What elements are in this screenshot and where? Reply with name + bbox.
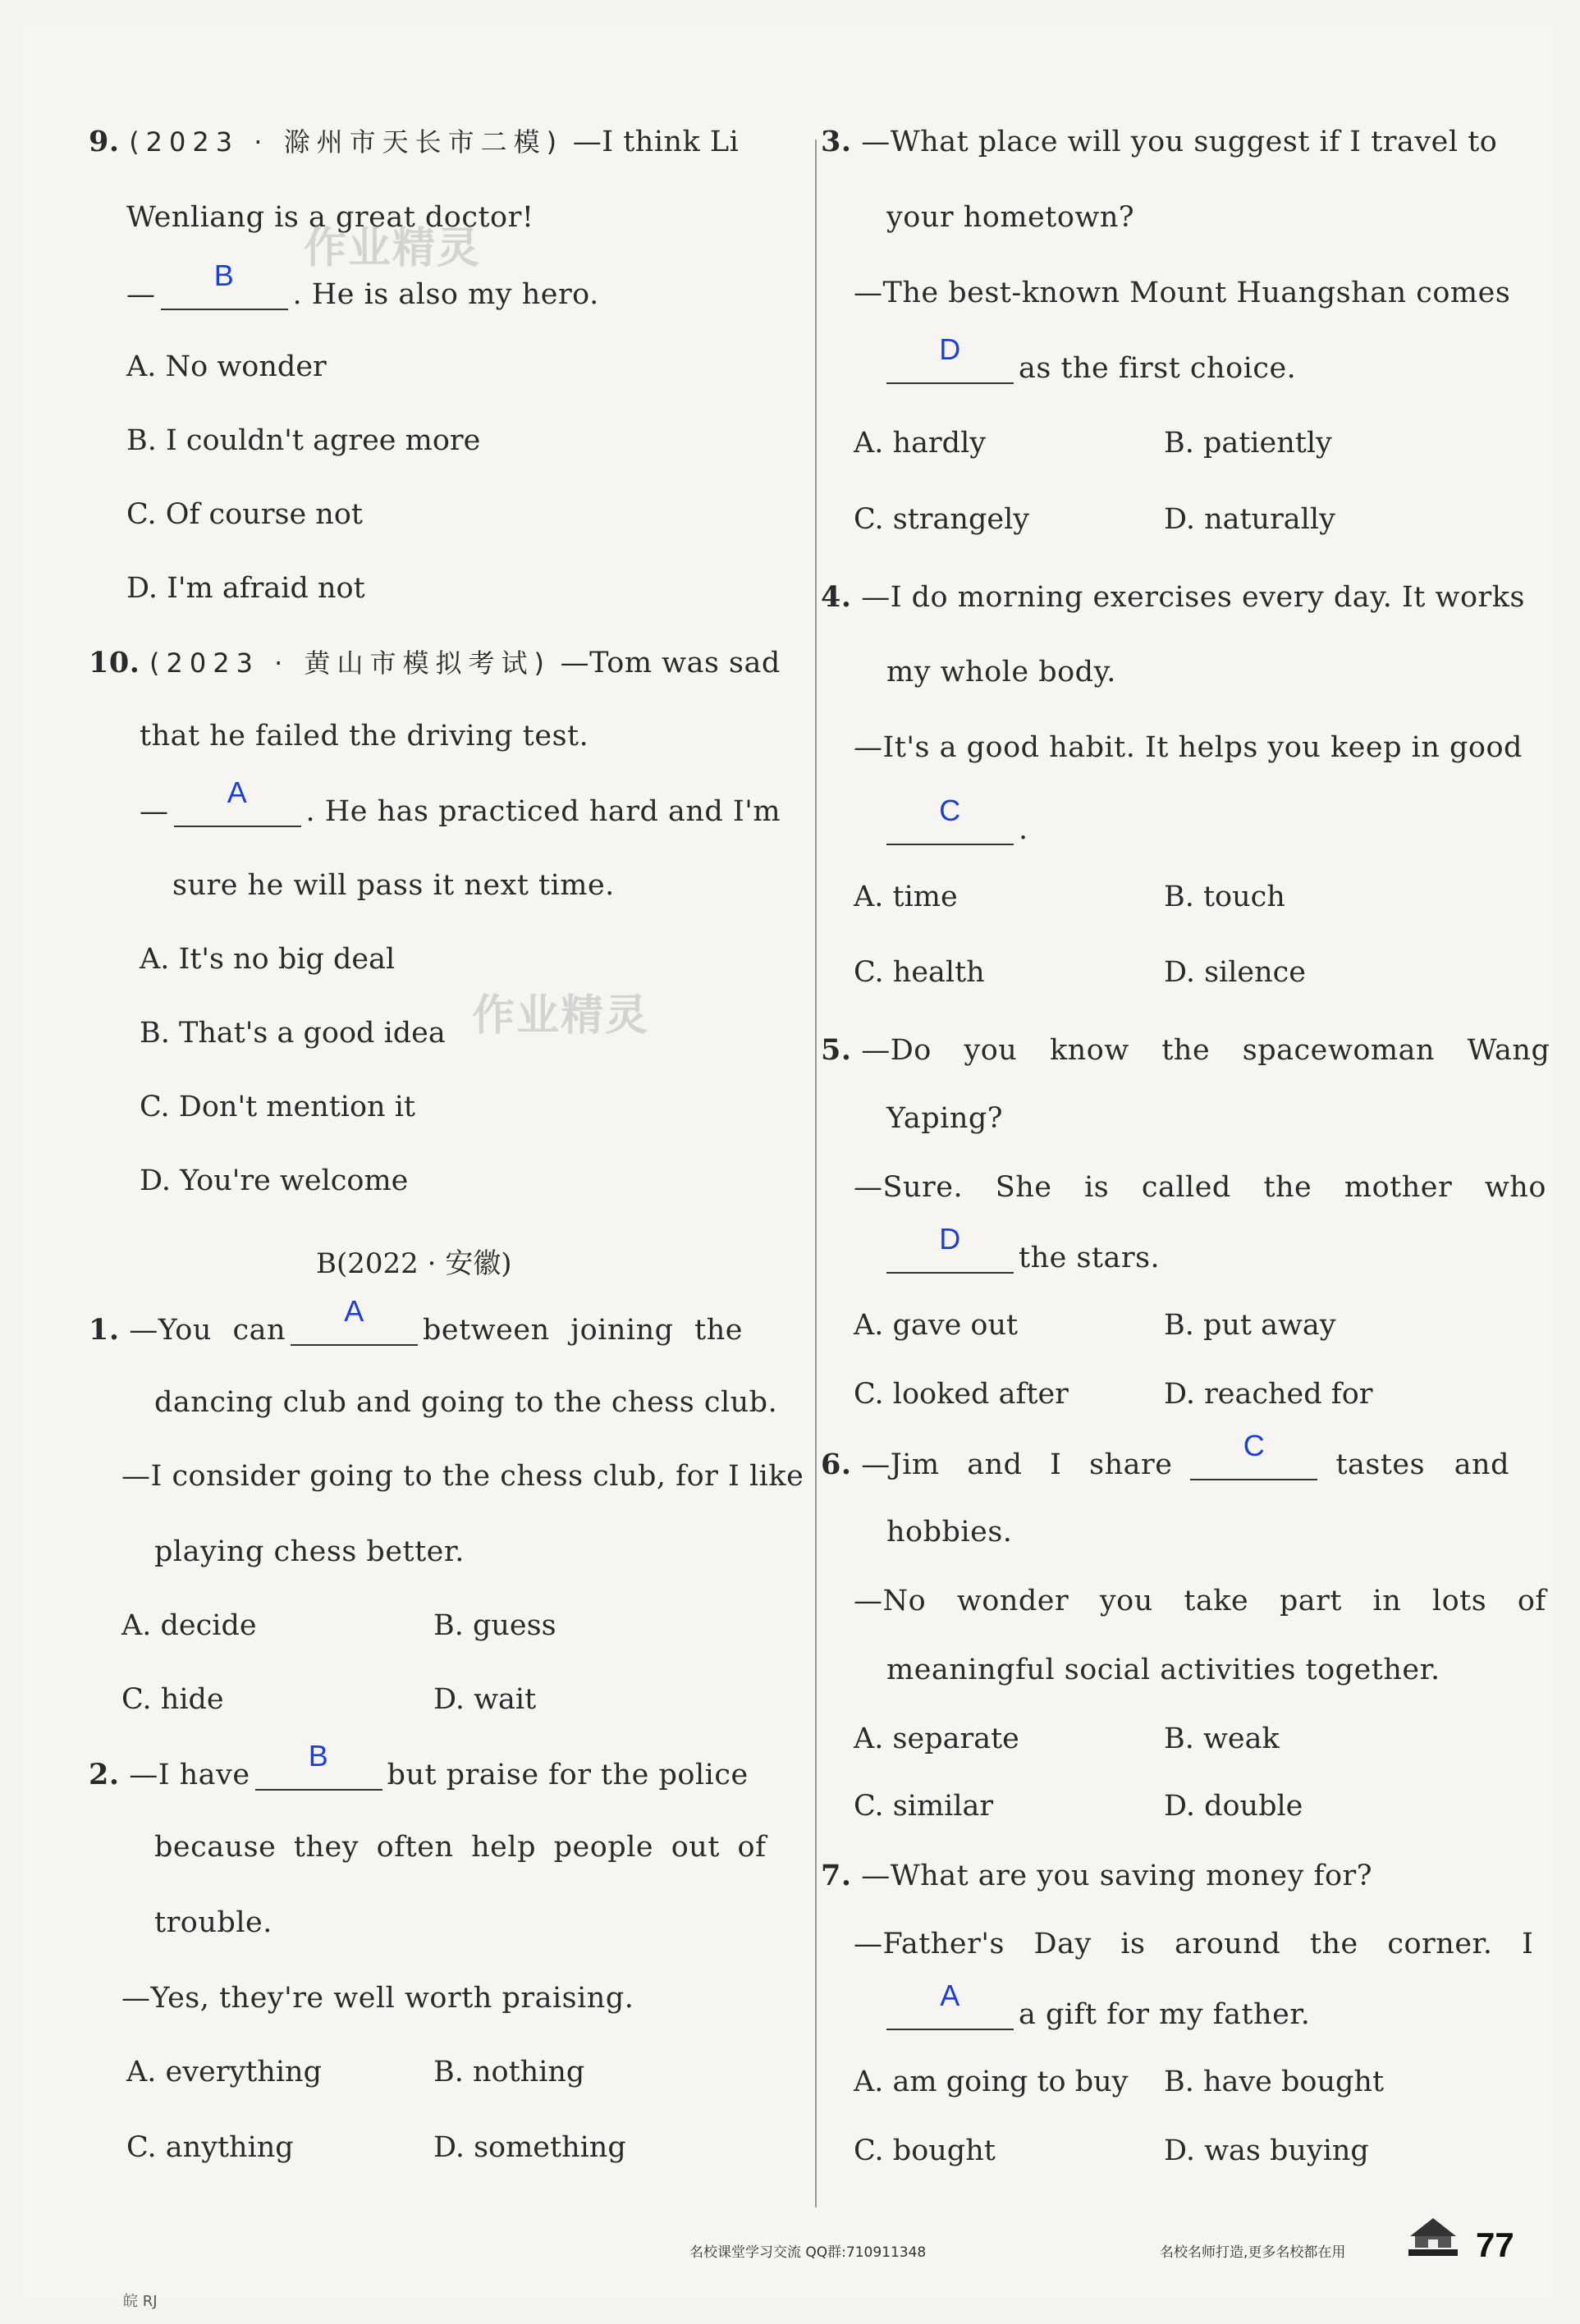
q3-line4: [882, 332, 1297, 385]
q1-number: 1.: [89, 1313, 120, 1347]
q5-line4-text: the stars.: [1019, 1242, 1161, 1274]
q4-option-d: D. silence: [1164, 956, 1306, 989]
q1-stem-end: between joining the: [423, 1314, 743, 1347]
answer-blank: [161, 258, 288, 310]
footer-slogan: 名校名师打造,更多名校都在用: [1160, 2244, 1346, 2261]
worksheet-page: [25, 25, 1555, 2310]
page-number: 77: [1476, 2226, 1514, 2264]
q7-line3: [882, 1979, 1311, 2031]
handwritten-answer: B: [213, 258, 235, 292]
q7-option-a: A. am going to buy: [854, 2066, 1129, 2098]
column-divider: [815, 140, 817, 2207]
q5-stem: —Do you know the spacewoman Wang: [861, 1034, 1550, 1067]
q5-line3: —Sure. She is called the mother who: [854, 1171, 1546, 1204]
q2-line2: because they often help people out of: [154, 1831, 767, 1864]
handwritten-answer: D: [939, 1222, 961, 1256]
q10-response-text: . He has practiced hard and I'm: [305, 795, 781, 828]
q10-stem: —Tom was sad: [560, 647, 781, 679]
q7-line3-text: a gift for my father.: [1019, 1998, 1311, 2031]
answer-blank: [291, 1294, 418, 1346]
handwritten-answer: A: [227, 775, 248, 809]
q5-option-a: A. gave out: [854, 1309, 1019, 1342]
q7-option-c: C. bought: [854, 2134, 996, 2167]
q10-response-cont: sure he will pass it next time.: [172, 869, 615, 902]
q4-line4: [882, 794, 1028, 846]
q10-source: (2023 · 黄山市模拟考试): [149, 647, 551, 679]
handwritten-answer: A: [344, 1294, 364, 1328]
q10-response: [140, 775, 781, 828]
q4-stem: —I do morning exercises every day. It works: [861, 581, 1525, 614]
q3-option-a: A. hardly: [854, 427, 987, 460]
answer-blank: [886, 1222, 1014, 1274]
q2-stem-end: but praise for the police: [387, 1759, 749, 1791]
q9-number: 9.: [89, 125, 120, 158]
q9-line1: [89, 127, 739, 157]
q1-option-b: B. guess: [433, 1609, 556, 1642]
q6-line4: meaningful social activities together.: [886, 1654, 1440, 1686]
q7-number: 7.: [821, 1859, 852, 1892]
footer-qq-group: 名校课堂学习交流 QQ群:710911348: [689, 2244, 927, 2261]
q2-number: 2.: [89, 1758, 120, 1791]
q2-line1: [89, 1739, 749, 1791]
q5-line4: [882, 1222, 1161, 1274]
answer-blank: [886, 1979, 1014, 2030]
q6-option-a: A. separate: [854, 1722, 1019, 1755]
q7-option-b: B. have bought: [1164, 2066, 1385, 2098]
handwritten-answer: D: [939, 332, 961, 366]
q2-line3: trouble.: [154, 1906, 272, 1939]
q10-stem-cont: that he failed the driving test.: [140, 720, 589, 753]
q6-line2: hobbies.: [886, 1516, 1013, 1549]
edition-tag: 皖 RJ: [123, 2293, 158, 2310]
q1-line2: dancing club and going to the chess club.: [154, 1386, 778, 1419]
q3-line2: your hometown?: [886, 201, 1135, 234]
answer-blank: [886, 794, 1014, 845]
q5-option-c: C. looked after: [854, 1378, 1069, 1411]
q1-line1: [89, 1294, 743, 1347]
q3-option-b: B. patiently: [1164, 427, 1332, 460]
q10-option-d: D. You're welcome: [140, 1164, 409, 1197]
publisher-logo-icon: [1404, 2212, 1463, 2259]
q6-stem-end: tastes and: [1335, 1448, 1510, 1481]
q3-line1: [821, 127, 1497, 157]
q1-stem: —You can: [129, 1314, 286, 1347]
q10-option-c: C. Don't mention it: [140, 1091, 415, 1123]
q9-stem: —I think Li: [572, 126, 740, 158]
q10-line1: [89, 648, 781, 678]
q6-line3: —No wonder you take part in lots of: [854, 1585, 1546, 1617]
watermark-top: 作业精灵: [304, 224, 482, 273]
answer-blank: [1190, 1429, 1317, 1480]
q7-stem: —What are you saving money for?: [861, 1860, 1373, 1892]
q3-number: 3.: [821, 125, 852, 158]
q2-option-c: C. anything: [126, 2131, 294, 2164]
q7-line2: —Father's Day is around the corner. I: [854, 1928, 1534, 1960]
q10-option-b: B. That's a good idea: [140, 1017, 446, 1050]
handwritten-answer: C: [1243, 1429, 1266, 1462]
q5-number: 5.: [821, 1033, 852, 1067]
section-b-heading: B(2022 · 安徽): [316, 1247, 512, 1280]
dash: —: [140, 795, 169, 828]
answer-blank: [255, 1739, 382, 1791]
q9-option-c: C. Of course not: [126, 498, 363, 531]
q1-option-c: C. hide: [121, 1683, 224, 1716]
q6-number: 6.: [821, 1448, 852, 1481]
q4-number: 4.: [821, 580, 852, 614]
q4-line1: [821, 580, 1525, 614]
q5-line2: Yaping?: [886, 1102, 1004, 1135]
q3-option-d: D. naturally: [1164, 503, 1335, 536]
q6-line1: [821, 1429, 1510, 1481]
q4-option-a: A. time: [854, 881, 958, 913]
q9-response: [126, 258, 599, 311]
q9-stem-cont: Wenliang is a great doctor!: [126, 201, 534, 234]
q6-stem: —Jim and I share: [861, 1448, 1173, 1481]
q7-option-d: D. was buying: [1164, 2134, 1369, 2167]
q1-line4: playing chess better.: [154, 1535, 465, 1568]
q9-option-d: D. I'm afraid not: [126, 572, 365, 605]
q6-option-b: B. weak: [1164, 1722, 1280, 1755]
q4-option-c: C. health: [854, 956, 985, 989]
q4-line2: my whole body.: [886, 656, 1116, 689]
q2-line4: —Yes, they're well worth praising.: [121, 1982, 634, 2015]
q7-line1: [821, 1861, 1372, 1891]
q5-option-d: D. reached for: [1164, 1378, 1373, 1411]
handwritten-answer: C: [939, 794, 961, 827]
q2-stem: —I have: [129, 1759, 250, 1791]
answer-blank: [174, 775, 301, 827]
q4-line4-text: .: [1019, 813, 1028, 846]
q10-option-a: A. It's no big deal: [140, 943, 396, 976]
q4-line3: —It's a good habit. It helps you keep in good: [854, 731, 1523, 764]
q9-option-b: B. I couldn't agree more: [126, 424, 481, 457]
q2-option-a: A. everything: [126, 2056, 322, 2088]
q9-response-text: . He is also my hero.: [292, 278, 599, 311]
q9-option-a: A. No wonder: [126, 350, 327, 383]
q2-option-d: D. something: [433, 2131, 626, 2164]
q9-source: (2023 · 滁州市天长市二模): [129, 126, 564, 158]
q10-number: 10.: [89, 646, 140, 679]
watermark-middle: 作业精灵: [472, 991, 650, 1041]
q2-option-b: B. nothing: [433, 2056, 585, 2088]
handwritten-answer: B: [308, 1739, 329, 1773]
handwritten-answer: A: [940, 1979, 960, 2012]
dash: —: [126, 278, 156, 311]
q5-option-b: B. put away: [1164, 1309, 1336, 1342]
q6-option-c: C. similar: [854, 1790, 994, 1823]
q3-option-c: C. strangely: [854, 503, 1030, 536]
q3-stem: —What place will you suggest if I travel to: [861, 126, 1498, 158]
q6-option-d: D. double: [1164, 1790, 1303, 1823]
q3-line4-text: as the first choice.: [1019, 352, 1297, 385]
q4-option-b: B. touch: [1164, 881, 1285, 913]
q3-line3: —The best-known Mount Huangshan comes: [854, 277, 1511, 309]
q1-option-d: D. wait: [433, 1683, 537, 1716]
q5-line1: [821, 1033, 1550, 1067]
answer-blank: [886, 332, 1014, 384]
q1-option-a: A. decide: [121, 1609, 257, 1642]
q1-line3: —I consider going to the chess club, for I like: [121, 1460, 804, 1493]
